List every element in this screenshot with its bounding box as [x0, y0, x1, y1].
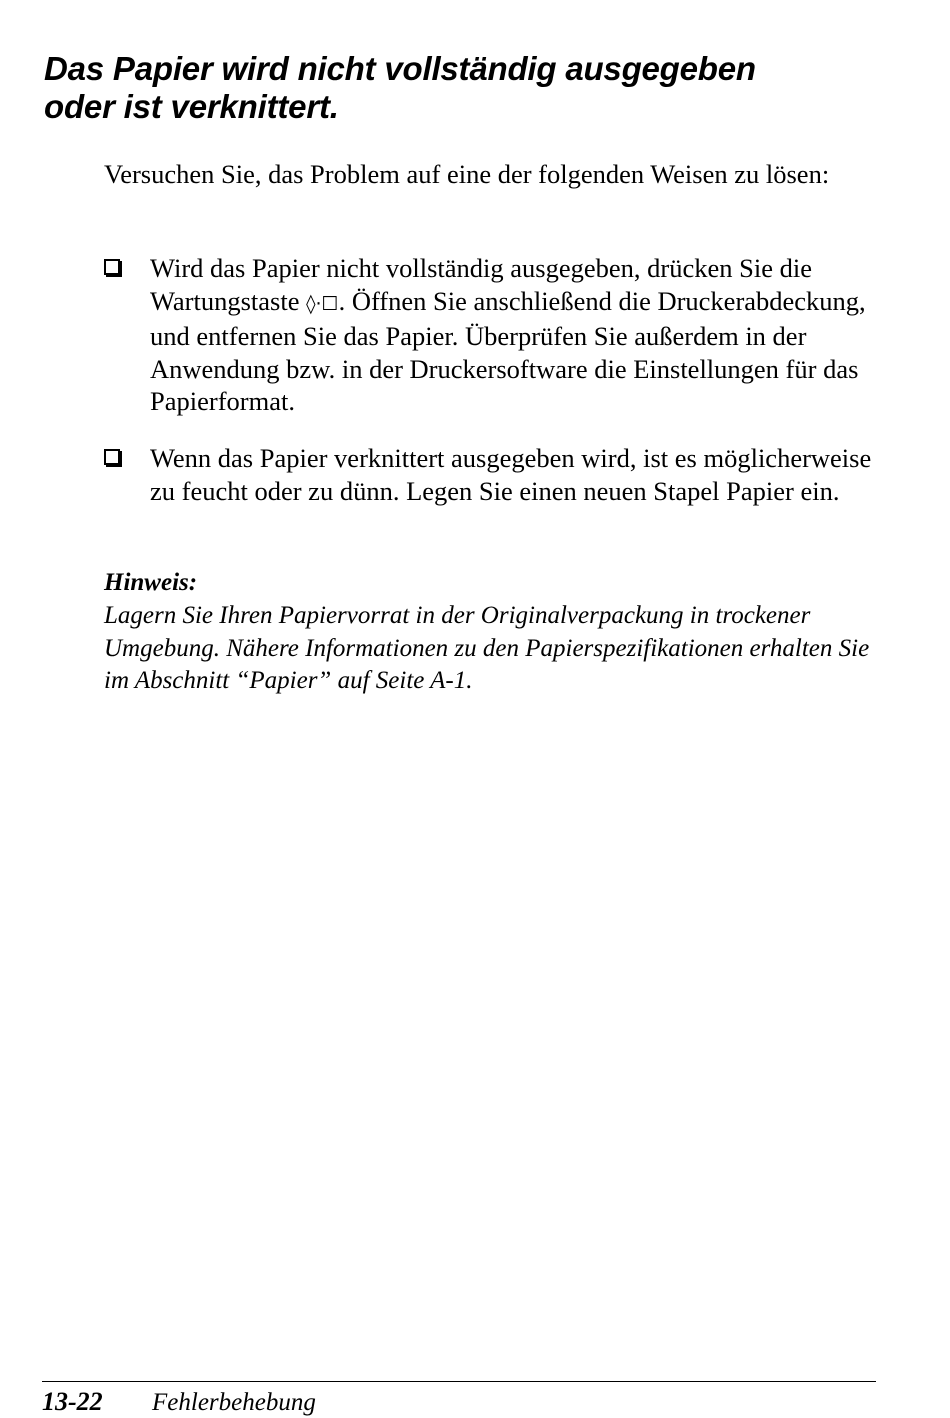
- list-item: [104, 252, 894, 418]
- checkbox-bullet-icon: [104, 259, 120, 275]
- maintenance-button-icon: ◊·☐: [306, 292, 339, 315]
- note-text: Lagern Sie Ihren Papiervorrat in der Originalverpackung in trockener Umgebung. Nähere Informationen zu den Papierspezifikationen erhalten Sie im Abschnitt “Papier” auf Seite A-1.: [104, 602, 870, 694]
- list-item-text-part: Wird das Papier nicht vollständig ausgegeben, drücken Sie die Wartungstaste: [150, 253, 812, 316]
- section-heading-line-1: Das Papier wird nicht vollständig ausgegeben: [44, 50, 756, 87]
- checkbox-bullet-icon: [104, 449, 120, 465]
- page-number: 13-22: [42, 1387, 103, 1416]
- section-heading: [44, 50, 924, 126]
- section-heading-line-2: oder ist verknittert.: [44, 88, 339, 125]
- list-item: [104, 442, 894, 507]
- list-item-text: Wenn das Papier verknittert ausgegeben wird, ist es möglicherweise zu feucht oder zu dünn. Legen Sie einen neuen Stapel Papier ein.: [150, 443, 872, 506]
- note-title: Hinweis:: [104, 569, 198, 596]
- footer-divider: [42, 1381, 876, 1382]
- list-item-text: [150, 252, 895, 418]
- list-item-text-part: . Öffnen Sie anschließend die Druckerabdeckung, und entfernen Sie das Papier. Überprüfen Sie außerdem in der Anwendung bzw. in der Druckersoftware die Einstellungen für das Papierformat.: [150, 285, 866, 416]
- intro-paragraph: Versuchen Sie, das Problem auf eine der folgenden Weisen zu lösen:: [104, 159, 830, 189]
- footer-section-name: Fehlerbehebung: [152, 1389, 316, 1416]
